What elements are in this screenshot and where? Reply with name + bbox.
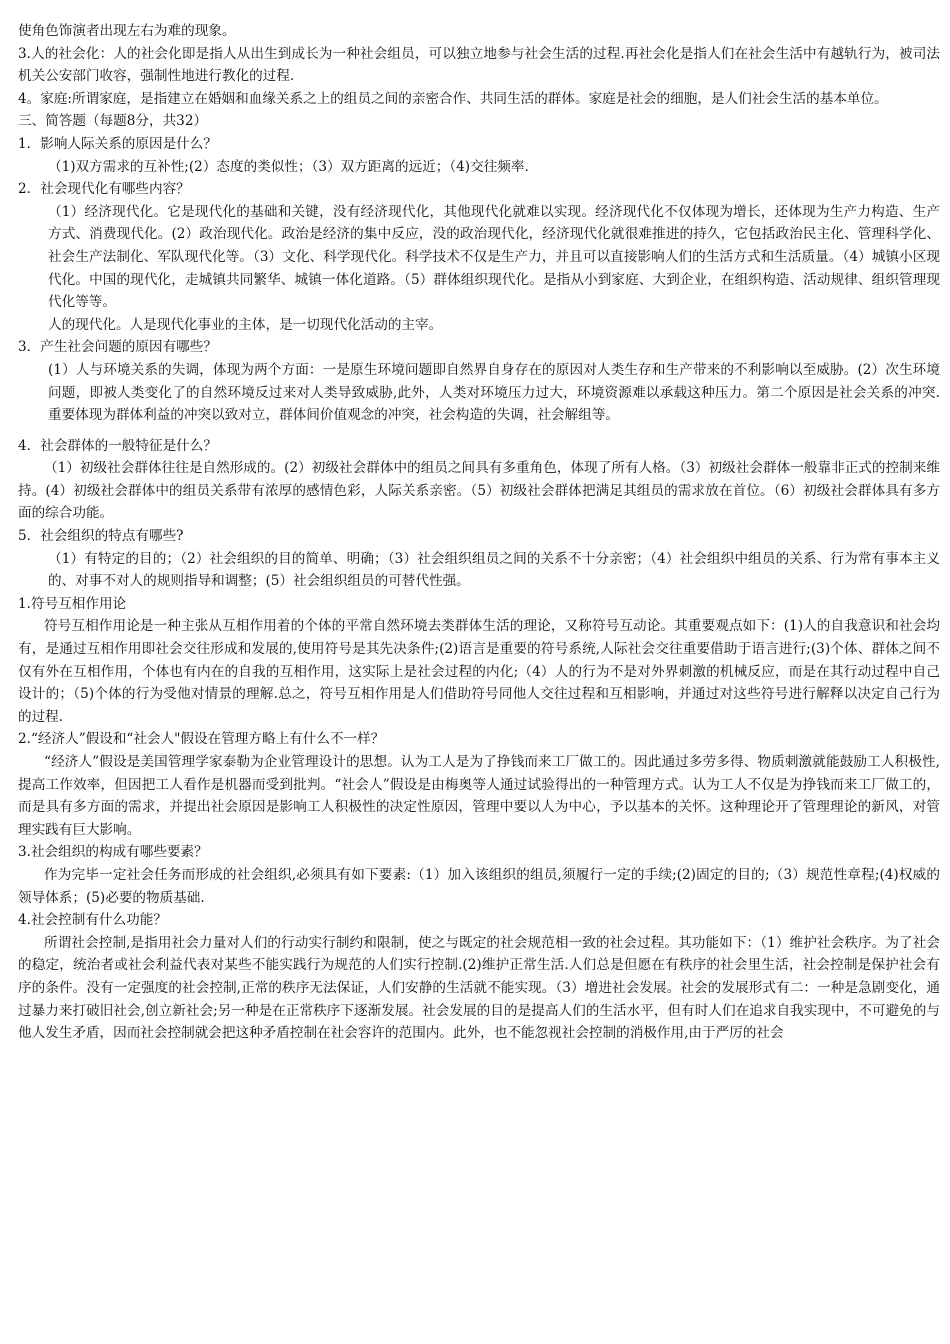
paragraph-role-conflict-end: 使角色饰演者出现左右为难的现象。 [18, 23, 236, 39]
document-page [18, 20, 940, 1045]
question-1-interpersonal: 1．影响人际关系的原因是什么？ [18, 135, 217, 152]
question-5-organization-features: 5．社会组织的特点有哪些? [18, 528, 184, 545]
answer-5-organization-features: （1）有特定的目的；（2）社会组织的目的简单、明确；（3）社会组织组员之间的关系不十分亲密；（4）社会组织中组员的关系、行为常有事本主义的、对事不对人的规则指导和调整；(5）社会组织组员的可替代性强。 [48, 550, 940, 590]
section-heading-short-answer: 三、简答题（每题8分，共32） [18, 113, 208, 130]
answer-2-modernization: （1）经济现代化。它是现代化的基础和关键，没有经济现代化，其他现代化就难以实现。经济现代化不仅体现为增长，还体现为生产力构造、生产方式、消费现代化。(2）政治现代化。政治是经济的集中反应，没的政治现代化，经济现代化就很难推进的持久，它包括政治民主化、管理科学化、社会生产法制化、军队现代化等。（3）文化、科学现代化。科学技术不仅是生产力，并且可以直接影响人们的生活方式和生活质量。（4）城镇小区现代化。中国的现代化，走城镇共同繁华、城镇一体化道路。（5）群体组织现代化。是指从小到家庭、大到企业，在组织构造、活动规律、组织管理现代化等等。 [48, 203, 940, 311]
essay-4-answer: 所谓社会控制,是指用社会力量对人们的行动实行制约和限制，使之与既定的社会规范相一致的社会过程。其功能如下：（1）维护社会秩序。为了社会的稳定，统治者或社会利益代表对某些不能实践行为规范的人们实行控制.(2)维护正常生活.人们总是但愿在有秩序的社会里生活，社会控制是保护社会有序的条件。没有一定强度的社会控制,正常的秩序无法保证，人们安静的生活就不能实现。（3）增进社会发展。社会的发展形式有二：一种是急剧变化，通过暴力来打破旧社会,创立新社会;另一种是在正常秩序下逐渐发展。社会发展的目的是提高人们的生活水平，但有时人们在追求自我实现中，不可避免的与他人发生矛盾，因而社会控制就会把这种矛盾控制在社会容许的范围内。此外，也不能忽视社会控制的消极作用,由于严厉的社会 [18, 934, 940, 1042]
question-3-social-problems: 3．产生社会问题的原因有哪些？ [18, 339, 217, 356]
answer-4-group-features: （1）初级社会群体往往是自然形成的。(2）初级社会群体中的组员之间具有多重角色，体现了所有人格。（3）初级社会群体一般靠非正式的控制来维持。(4）初级社会群体中的组员关系带有浓厚的感情色彩，人际关系亲密。（5）初级社会群体把满足其组员的需求放在首位。（6）初级社会群体具有多方面的综合功能。 [18, 460, 940, 522]
essay-1-symbolic-interaction: 1.符号互相作用论 [18, 595, 127, 612]
answer-3-social-problems: (1）人与环境关系的失调，体现为两个方面：一是原生环境问题即自然界自身存在的原因对人类生存和生产带来的不利影响以至威胁。(2）次生环境问题，即被人类变化了的自然环境反过来对人类导致威胁,此外，人类对环境压力过大，环境资源难以承载这种压力。第二个原因是社会关系的冲突.重要体现为群体利益的冲突以致对立，群体间价值观念的冲突，社会构造的失调，社会解组等。 [48, 361, 940, 424]
question-2-modernization: 2．社会现代化有哪些内容？ [18, 181, 190, 198]
essay-2-economic-social-man: 2.“经济人”假设和“社会人"假设在管理方略上有什么不一样？ [18, 731, 385, 748]
paragraph-family: 4。家庭:所谓家庭，是指建立在婚姻和血缘关系之上的组员之间的亲密合作、共同生活的群体。家庭是社会的细胞，是人们社会生活的基本单位。 [18, 90, 888, 107]
essay-2-answer: “经济人”假设是美国管理学家泰勒为企业管理设计的思想。认为工人是为了挣钱而来工厂做工的。因此通过多劳多得、物质刺激就能鼓励工人积极性,提高工作效率，但因把工人看作是机器而受到批判。“社会人”假设是由梅奥等人通过试验得出的一种管理方式。认为工人不仅是为挣钱而来工厂做工的，而是具有多方面的需求，并提出社会原因是影响工人积极性的决定性原因，管理中要以人为中心，予以基本的关怀。这种理论开了管理理论的新风，对管理实践有巨大影响。 [18, 754, 940, 838]
essay-3-organization-elements: 3.社会组织的构成有哪些要素？ [18, 844, 208, 861]
answer-1-interpersonal: （1)双方需求的互补性;(2）态度的类似性；（3）双方距离的远近；（4)交往频率. [48, 158, 529, 175]
essay-3-answer: 作为完毕一定社会任务而形成的社会组织,必须具有如下要素:（1）加入该组织的组员,须履行一定的手续;(2)固定的目的;（3）规范性章程;(4)权威的领导体系；(5)必要的物质基础. [18, 866, 940, 906]
essay-1-answer: 符号互相作用论是一种主张从互相作用着的个体的平常自然环境去类群体生活的理论，又称符号互动论。其重要观点如下：(1)人的自我意识和社会均有，是通过互相作用即社会交往形成和发展的,使用符号是其先决条件;(2)语言是重要的符号系统,人际社会交往重要借助于语言进行;(3)个体、群体之间不仅有外在互相作用，个体也有内在的自我的互相作用，这实际上是社会过程的内化;（4）人的行为不是对外界刺激的机械反应，而是在其行动过程中自己设计的；（5)个体的行为受他对情景的理解.总之，符号互相作用是人们借助符号同他人交往过程和互相影响，并通过对这些符号进行解释以决定自己行为的过程. [18, 618, 940, 725]
paragraph-socialization: 3.人的社会化：人的社会化即是指人从出生到成长为一种社会组员，可以独立地参与社会生活的过程.再社会化是指人们在社会生活中有越轨行为，被司法机关公安部门收容，强制性地进行教化的过程. [18, 45, 940, 85]
answer-2-human-modernization: 人的现代化。人是现代化事业的主体，是一切现代化活动的主宰。 [48, 316, 443, 333]
question-4-group-features: 4．社会群体的一般特征是什么？ [18, 437, 217, 454]
essay-4-social-control: 4.社会控制有什么功能？ [18, 912, 167, 929]
